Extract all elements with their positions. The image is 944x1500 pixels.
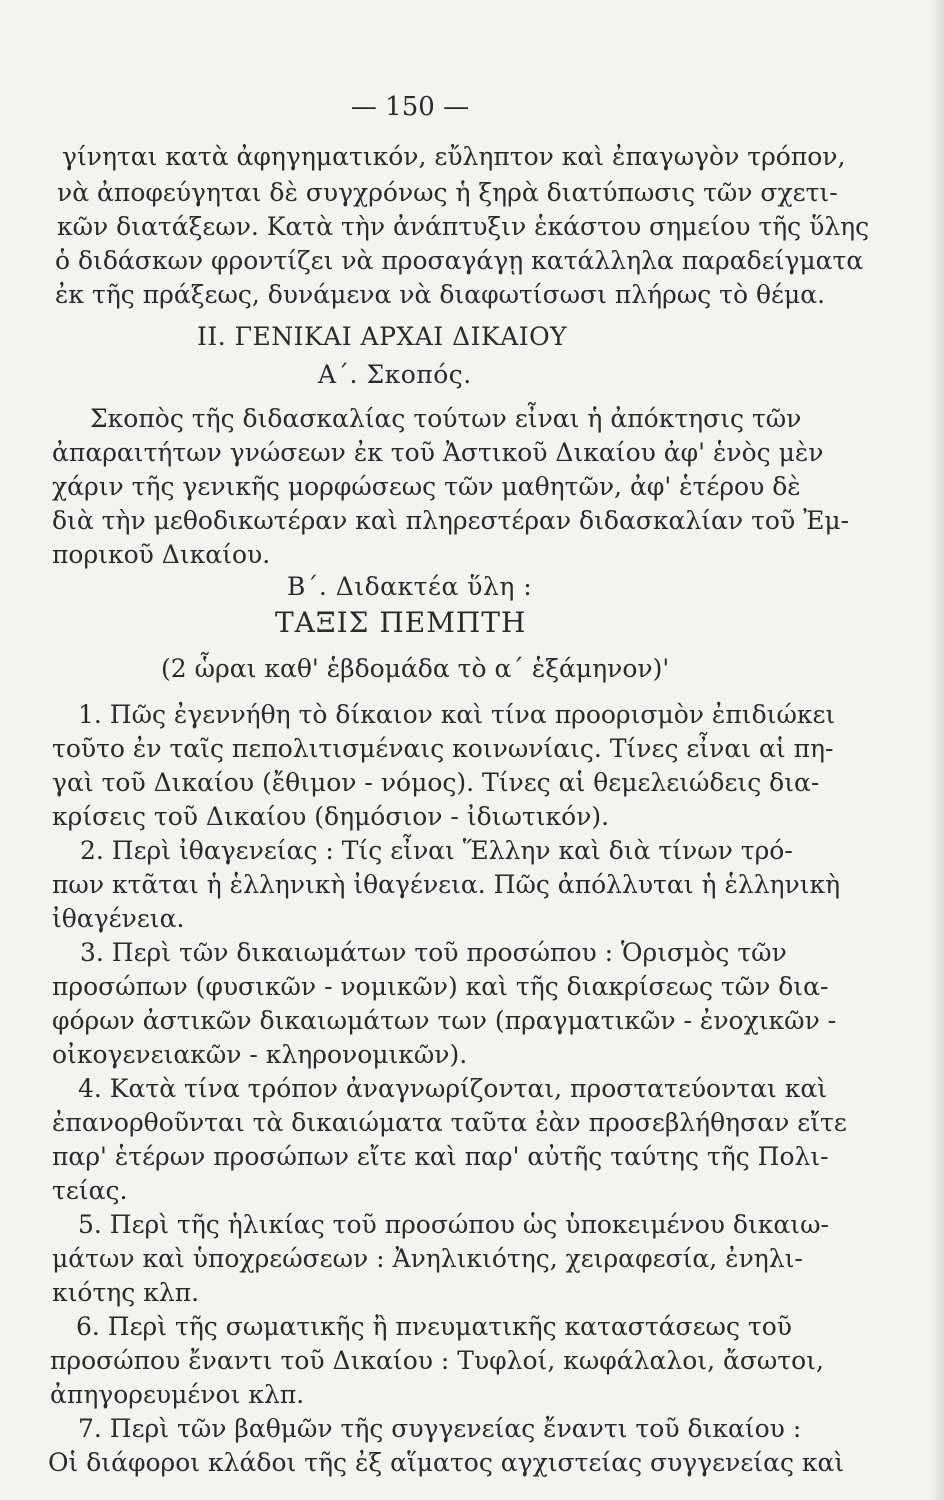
page-edge-shadow <box>930 0 944 1500</box>
text-line: γαὶ τοῦ Δικαίου (ἔθιμον - νόμος). Τίνες αἱ θεμελειώδεις δια- <box>52 768 820 797</box>
text-line: κιότης κλπ. <box>52 1278 200 1307</box>
text-line: κῶν διατάξεων. Κατὰ τὴν ἀνάπτυξιν ἑκάστου σημείου τῆς ὕλης <box>57 212 870 241</box>
text-line: τείας. <box>52 1176 128 1205</box>
text-line: 4. Κατὰ τίνα τρόπον ἀναγνωρίζονται, προστατεύονται καὶ <box>78 1074 828 1103</box>
text-line: ὁ διδάσκων φροντίζει νὰ προσαγάγῃ κατάλληλα παραδείγματα <box>55 246 864 275</box>
text-line: 7. Περὶ τῶν βαθμῶν τῆς συγγενείας ἔναντι τοῦ δικαίου : <box>78 1414 802 1443</box>
subsection-purpose: Α΄. Σκοπός. <box>318 360 472 389</box>
text-line: ἀπηγορευμένοι κλπ. <box>50 1380 305 1409</box>
text-line: μάτων καὶ ὑποχρεώσεων : Ἀνηλικιότης, χειραφεσία, ἐνηλι- <box>52 1244 803 1273</box>
text-line: Σκοπὸς τῆς διδασκαλίας τούτων εἶναι ἡ ἀπόκτησις τῶν <box>90 404 802 433</box>
text-line: Οἱ διάφοροι κλάδοι τῆς ἐξ αἵματος αγχιστείας συγγενείας καὶ <box>48 1448 845 1477</box>
text-line: ἀπαραιτήτων γνώσεων ἐκ τοῦ Ἀστικοῦ Δικαίου ἀφ' ἑνὸς μὲν <box>52 438 824 467</box>
text-line: προσώπου ἔναντι τοῦ Δικαίου : Τυφλοί, κωφάλαλοι, ἄσωτοι, <box>50 1346 824 1375</box>
text-line: φόρων ἀστικῶν δικαιωμάτων των (πραγματικῶν - ἐνοχικῶν - <box>52 1006 837 1035</box>
text-line: 3. Περὶ τῶν δικαιωμάτων τοῦ προσώπου : Ὁρισμὸς τῶν <box>80 938 787 967</box>
text-line: νὰ ἀποφεύγηται δὲ συγχρόνως ἡ ξηρὰ διατύπωσις τῶν σχετι- <box>57 178 838 207</box>
text-line: ἐκ τῆς πράξεως, δυνάμενα νὰ διαφωτίσωσι πλήρως τὸ θέμα. <box>55 280 826 309</box>
text-line: ἰθαγένεια. <box>52 904 185 933</box>
text-line: διὰ τὴν μεθοδικωτέραν καὶ πληρεστέραν διδασκαλίαν τοῦ Ἐμ- <box>52 506 850 535</box>
text-line: γίνηται κατὰ ἀφηγηματικόν, εὔληπτον καὶ ἐπαγωγὸν τρόπον, <box>62 142 846 171</box>
section-title: II. ΓΕΝΙΚΑΙ ΑΡΧΑΙ ΔΙΚΑΙΟΥ <box>197 322 568 351</box>
text-line: πορικοῦ Δικαίου. <box>52 540 271 569</box>
text-line: 5. Περὶ τῆς ἡλικίας τοῦ προσώπου ὡς ὑποκειμένου δικαιω- <box>78 1210 829 1239</box>
hours-note: (2 ὧραι καθ' ἑβδομάδα τὸ α΄ ἑξάμηνον)' <box>161 654 670 683</box>
text-line: οἰκογενειακῶν - κληρονομικῶν). <box>52 1040 468 1069</box>
class-title: ΤΑΞΙΣ ΠΕΜΠΤΗ <box>275 606 527 639</box>
text-line: 2. Περὶ ἰθαγενείας : Τίς εἶναι Ἕλλην καὶ διὰ τίνων τρό- <box>80 836 793 865</box>
text-line: 6. Περὶ τῆς σωματικῆς ἢ πνευματικῆς καταστάσεως τοῦ <box>76 1312 792 1341</box>
text-line: κρίσεις τοῦ Δικαίου (δημόσιον - ἰδιωτικόν). <box>52 802 610 831</box>
text-line: προσώπων (φυσικῶν - νομικῶν) καὶ τῆς διακρίσεως τῶν δια- <box>52 972 829 1001</box>
page-number: — 150 — <box>350 92 470 122</box>
text-line: ἐπανορθοῦνται τὰ δικαιώματα ταῦτα ἐὰν προσεβλήθησαν εἴτε <box>52 1108 847 1137</box>
text-line: τοῦτο ἐν ταῖς πεπολιτισμέναις κοινωνίαις. Τίνες εἶναι αἱ πη- <box>52 734 834 763</box>
text-line: παρ' ἑτέρων προσώπων εἴτε καὶ παρ' αὐτῆς ταύτης τῆς Πολι- <box>52 1142 829 1171</box>
text-line: 1. Πῶς ἐγεννήθη τὸ δίκαιον καὶ τίνα προορισμὸν ἐπιδιώκει <box>78 700 836 729</box>
text-line: πων κτᾶται ἡ ἑλληνικὴ ἰθαγένεια. Πῶς ἀπόλλυται ἡ ἑλληνικὴ <box>52 870 841 899</box>
text-line: χάριν τῆς γενικῆς μορφώσεως τῶν μαθητῶν, ἀφ' ἑτέρου δὲ <box>52 472 801 501</box>
subsection-material: Β΄. Διδακτέα ὕλη : <box>287 572 533 601</box>
